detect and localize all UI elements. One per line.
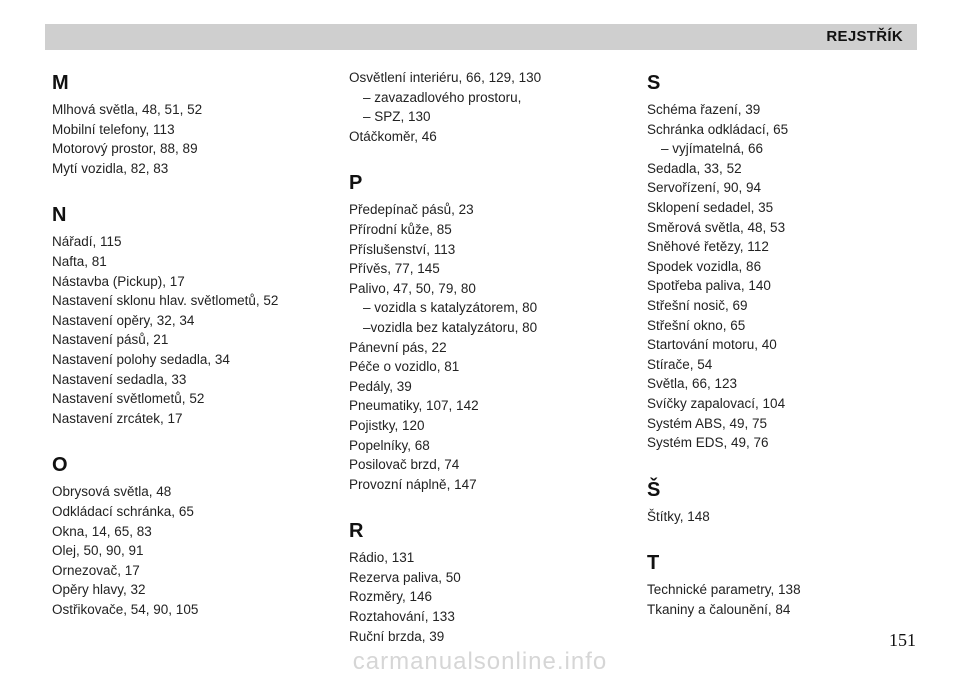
index-entry: Svíčky zapalovací, 104 [647, 395, 786, 411]
page-number: 151 [889, 630, 916, 650]
index-entry: Pneumatiky, 107, 142 [349, 398, 479, 414]
index-entry: Spodek vozidla, 86 [647, 258, 762, 274]
index-entry: Obrysová světla, 48 [52, 484, 172, 500]
index-entry: Schránka odkládací, 65 [647, 121, 789, 137]
index-entry: Nástavba (Pickup), 17 [52, 273, 185, 289]
section-letter: P [349, 172, 363, 195]
index-entry: Pojistky, 120 [349, 417, 425, 433]
index-subentry: – vozidla s katalyzátorem, 80 [363, 300, 538, 316]
section-letter: T [647, 552, 660, 575]
index-entry: Nastavení sedadla, 33 [52, 371, 187, 387]
index-entry: Odkládací schránka, 65 [52, 503, 194, 519]
index-section [349, 68, 629, 146]
index-subentry: – vyjímatelná, 66 [661, 141, 764, 157]
section-letter: S [647, 72, 661, 94]
index-entry: Nářadí, 115 [52, 234, 122, 250]
index-section [52, 68, 332, 178]
index-entry: Okna, 14, 65, 83 [52, 523, 152, 539]
index-entry: Provozní náplně, 147 [349, 476, 477, 492]
index-entry: Mlhová světla, 48, 51, 52 [52, 102, 203, 117]
index-column-2 [349, 68, 629, 668]
index-section [647, 68, 927, 453]
index-entry: Sedadla, 33, 52 [647, 160, 742, 176]
index-entry: Palivo, 47, 50, 79, 80 [349, 280, 476, 296]
index-entry: Tkaniny a čalounění, 84 [647, 601, 791, 617]
index-entry: Otáčkoměr, 46 [349, 128, 437, 144]
index-entry: Mobilní telefony, 113 [52, 121, 175, 137]
section-letter: O [52, 454, 68, 477]
index-entry: Nastavení sklonu hlav. světlometů, 52 [52, 293, 279, 309]
index-entry: Nafta, 81 [52, 253, 107, 269]
index-section [349, 516, 629, 646]
index-entry: Startování motoru, 40 [647, 337, 777, 353]
index-entry: Střešní okno, 65 [647, 317, 746, 333]
index-entry: Mytí vozidla, 82, 83 [52, 160, 169, 176]
header-bar [45, 24, 917, 50]
index-entry: Servořízení, 90, 94 [647, 180, 762, 196]
index-section [349, 168, 629, 494]
index-entry: Spotřeba paliva, 140 [647, 278, 771, 294]
index-entry: Systém EDS, 49, 76 [647, 435, 769, 451]
index-entry: Střešní nosič, 69 [647, 297, 748, 313]
index-section [647, 475, 927, 527]
index-entry: Popelníky, 68 [349, 437, 430, 453]
index-entry: Nastavení pásů, 21 [52, 332, 169, 348]
index-entry: Nastavení zrcátek, 17 [52, 410, 183, 426]
index-entry: Příslušenství, 113 [349, 241, 456, 257]
index-entry: Ostřikovače, 54, 90, 105 [52, 601, 199, 617]
section-letter: M [52, 72, 69, 94]
index-entry: Rezerva paliva, 50 [349, 569, 461, 585]
index-section [52, 450, 332, 619]
index-entry: Roztahování, 133 [349, 609, 455, 625]
index-entry: Nastavení opěry, 32, 34 [52, 312, 195, 328]
index-section [52, 200, 332, 428]
index-subentry: – SPZ, 130 [363, 109, 431, 125]
index-entry: Systém ABS, 49, 75 [647, 415, 768, 431]
index-entry: Technické parametry, 138 [647, 582, 801, 598]
index-entry: Pedály, 39 [349, 378, 412, 394]
section-letter: Š [647, 478, 661, 501]
index-entry: Opěry hlavy, 32 [52, 582, 146, 598]
index-entry: Světla, 66, 123 [647, 376, 738, 392]
index-subentry: – zavazadlového prostoru, [363, 89, 522, 105]
index-entry: Ornezovač, 17 [52, 562, 140, 578]
index-entry: Olej, 50, 90, 91 [52, 543, 144, 559]
page-title: REJSTŘÍK [826, 28, 903, 45]
index-entry: Rozměry, 146 [349, 589, 433, 605]
index-entry: Nastavení světlometů, 52 [52, 391, 205, 407]
index-entry: Předepínač pásů, 23 [349, 202, 474, 218]
index-entry: Stírače, 54 [647, 356, 713, 372]
index-column-1 [52, 68, 332, 641]
index-entry: Ruční brzda, 39 [349, 628, 445, 644]
index-entry: Směrová světla, 48, 53 [647, 219, 786, 235]
index-section [647, 548, 927, 619]
index-entry: Nastavení polohy sedadla, 34 [52, 351, 230, 367]
index-entry: Štítky, 148 [647, 508, 710, 524]
index-entry: Schéma řazení, 39 [647, 102, 761, 117]
watermark: carmanualsonline.info [352, 648, 608, 675]
index-entry: Rádio, 131 [349, 550, 415, 566]
index-entry: Pánevní pás, 22 [349, 339, 447, 355]
index-entry: Péče o vozidlo, 81 [349, 359, 460, 375]
index-entry: Přírodní kůže, 85 [349, 221, 452, 237]
index-entry: Sklopení sedadel, 35 [647, 199, 774, 215]
index-column-3 [647, 68, 927, 641]
index-entry: Přívěs, 77, 145 [349, 261, 440, 277]
index-entry: Motorový prostor, 88, 89 [52, 141, 198, 157]
index-entry: Osvětlení interiéru, 66, 129, 130 [349, 70, 542, 85]
section-letter: R [349, 520, 364, 543]
index-entry: Posilovač brzd, 74 [349, 457, 460, 473]
section-letter: N [52, 204, 67, 227]
index-subentry: –vozidla bez katalyzátoru, 80 [363, 319, 538, 335]
index-entry: Sněhové řetězy, 112 [647, 239, 769, 255]
